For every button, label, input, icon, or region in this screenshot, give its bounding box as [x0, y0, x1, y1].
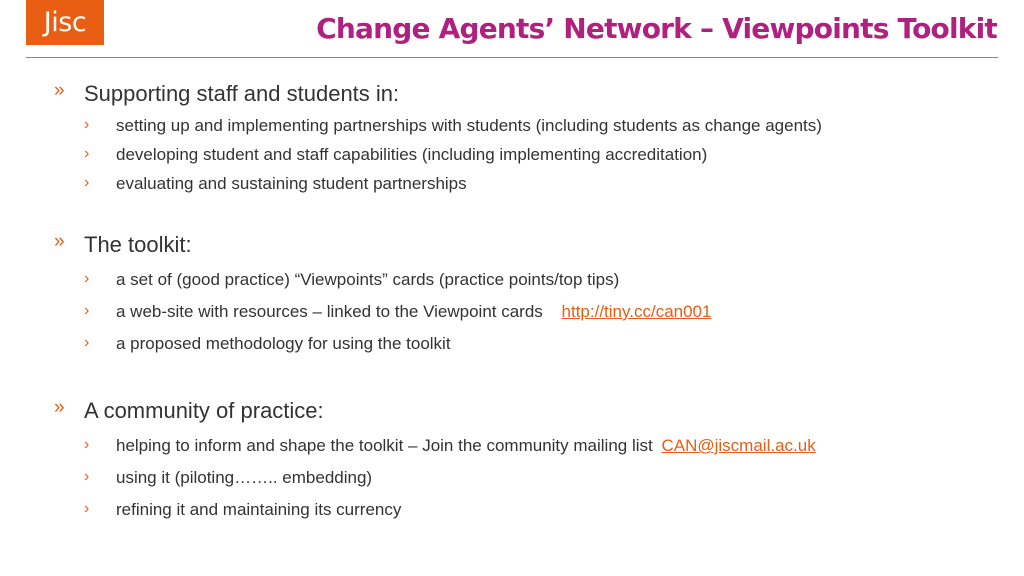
- mailing-list-link[interactable]: CAN@jiscmail.ac.uk: [661, 436, 816, 455]
- chevron-right-icon: ›: [84, 302, 90, 319]
- chevron-right-icon: ›: [84, 500, 90, 517]
- list-item: [54, 171, 994, 197]
- item-text: setting up and implementing partnerships with students (including students as change agents): [116, 116, 822, 135]
- slide-title: Change Agents’ Network – Viewpoints Toolkit: [316, 12, 997, 45]
- section-heading: [54, 231, 994, 259]
- list-item: [54, 433, 994, 465]
- section-supporting: [54, 80, 994, 197]
- chevron-right-icon: ›: [84, 334, 90, 351]
- heading-text: A community of practice:: [84, 398, 324, 423]
- section-heading: [54, 80, 994, 108]
- chevron-right-icon: ›: [84, 270, 90, 287]
- title-divider: [26, 57, 998, 58]
- heading-text: Supporting staff and students in:: [84, 81, 400, 106]
- item-text: helping to inform and shape the toolkit – Join the community mailing list: [116, 436, 653, 455]
- chevron-right-icon: ›: [84, 174, 90, 191]
- item-text: a proposed methodology for using the toolkit: [116, 334, 451, 353]
- list-item: [54, 497, 994, 523]
- list-item: [54, 331, 994, 357]
- item-text: evaluating and sustaining student partnerships: [116, 174, 467, 193]
- double-chevron-icon: »: [54, 231, 65, 252]
- item-text: using it (piloting…….. embedding): [116, 468, 373, 487]
- item-text: a web-site with resources – linked to the Viewpoint cards: [116, 302, 543, 321]
- item-text: refining it and maintaining its currency: [116, 500, 402, 519]
- item-text: a set of (good practice) “Viewpoints” cards (practice points/top tips): [116, 270, 620, 289]
- chevron-right-icon: ›: [84, 116, 90, 133]
- list-item: [54, 299, 994, 331]
- chevron-right-icon: ›: [84, 145, 90, 162]
- chevron-right-icon: ›: [84, 436, 90, 453]
- list-item: [54, 142, 994, 171]
- chevron-right-icon: ›: [84, 468, 90, 485]
- double-chevron-icon: »: [54, 397, 65, 418]
- section-community: [54, 397, 994, 523]
- list-item: [54, 113, 994, 142]
- jisc-logo: Jisc: [26, 0, 104, 45]
- list-item: [54, 465, 994, 497]
- toolkit-website-link[interactable]: http://tiny.cc/can001: [561, 302, 712, 321]
- double-chevron-icon: »: [54, 80, 65, 101]
- section-heading: [54, 397, 994, 425]
- item-text: developing student and staff capabilities (including implementing accreditation): [116, 145, 708, 164]
- section-toolkit: [54, 231, 994, 357]
- list-item: [54, 267, 994, 299]
- heading-text: The toolkit:: [84, 232, 192, 257]
